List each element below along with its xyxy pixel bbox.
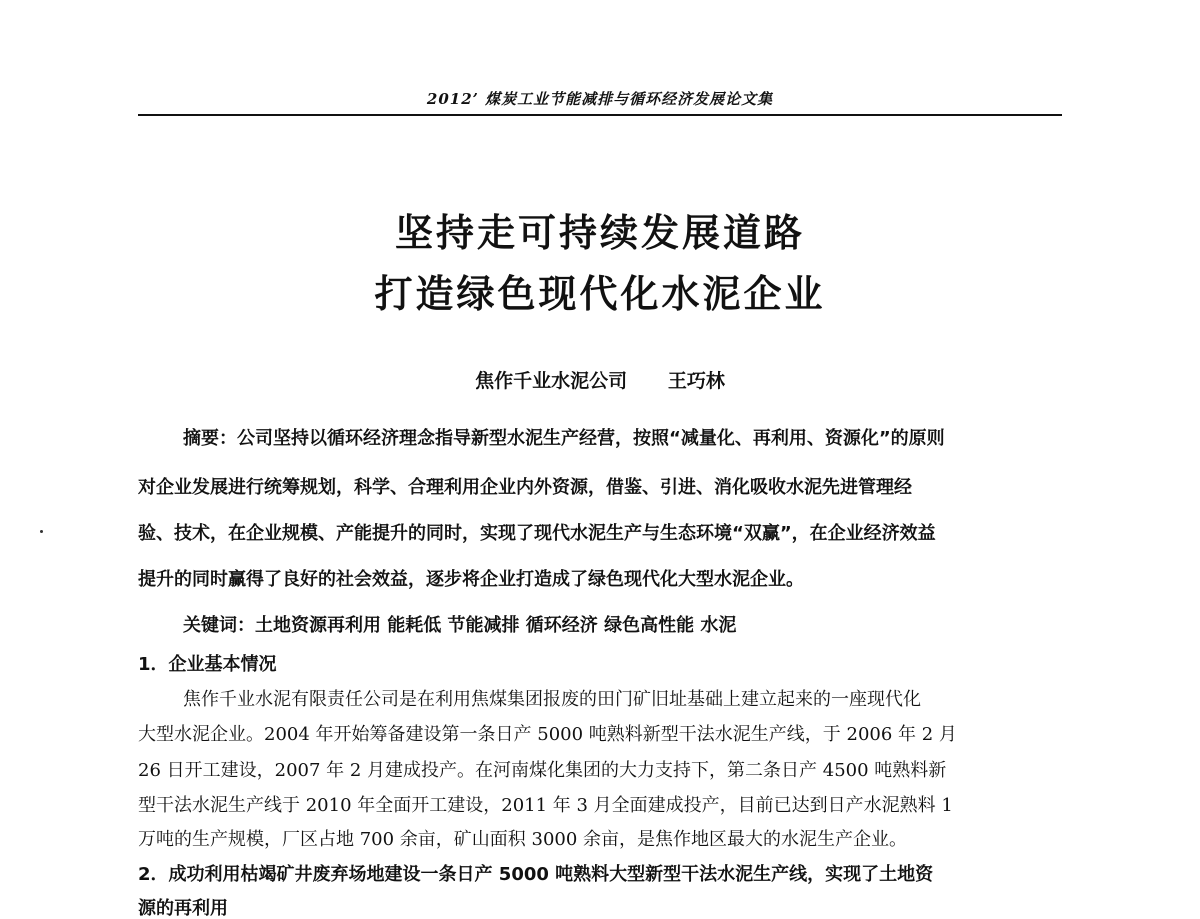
keywords: 关键词：土地资源再利用 能耗低 节能减排 循环经济 绿色高性能 水泥 <box>183 615 737 636</box>
title-line-1: 坚持走可持续发展道路 <box>394 211 805 255</box>
header-rule <box>138 114 1062 116</box>
section-2-heading-line: 源的再利用 <box>138 898 228 919</box>
author-organization: 焦作千业水泥公司 <box>475 370 628 392</box>
section-1-line: 26 日开工建设，2007 年 2 月建成投产。在河南煤化集团的大力支持下，第二条日产 4500 吨熟料新 <box>138 760 947 781</box>
abstract-line: 提升的同时赢得了良好的社会效益，逐步将企业打造成了绿色现代化大型水泥企业。 <box>138 569 804 590</box>
scan-speck <box>40 530 43 533</box>
author-name: 王巧林 <box>667 370 725 392</box>
section-1-line: 大型水泥企业。2004 年开始筹备建设第一条日产 5000 吨熟料新型干法水泥生产线，于 2006 年 2 月 <box>138 724 957 745</box>
abstract-line: 摘要：公司坚持以循环经济理念指导新型水泥生产经营，按照“减量化、再利用、资源化”的原则 <box>183 428 945 449</box>
section-1-heading: 1．企业基本情况 <box>138 654 277 675</box>
abstract-line: 对企业发展进行统筹规划，科学、合理利用企业内外资源，借鉴、引进、消化吸收水泥先进管理经 <box>138 477 912 498</box>
running-header: 2012’ 煤炭工业节能减排与循环经济发展论文集 <box>426 90 774 108</box>
section-2-heading-line: 2．成功利用枯竭矿井废弃场地建设一条日产 5000 吨熟料大型新型干法水泥生产线，实现了土地资 <box>138 864 934 885</box>
author-line <box>138 366 1062 393</box>
abstract-line: 验、技术，在企业规模、产能提升的同时，实现了现代水泥生产与生态环境“双赢”，在企业经济效益 <box>138 523 936 544</box>
title-line-2: 打造绿色现代化水泥企业 <box>374 272 826 316</box>
section-1-line: 型干法水泥生产线于 2010 年全面开工建设，2011 年 3 月全面建成投产，目前已达到日产水泥熟料 1 <box>138 795 953 816</box>
section-1-line: 万吨的生产规模，厂区占地 700 余亩，矿山面积 3000 余亩，是焦作地区最大的水泥生产企业。 <box>138 829 908 850</box>
section-1-line: 焦作千业水泥有限责任公司是在利用焦煤集团报废的田门矿旧址基础上建立起来的一座现代化 <box>183 689 921 710</box>
